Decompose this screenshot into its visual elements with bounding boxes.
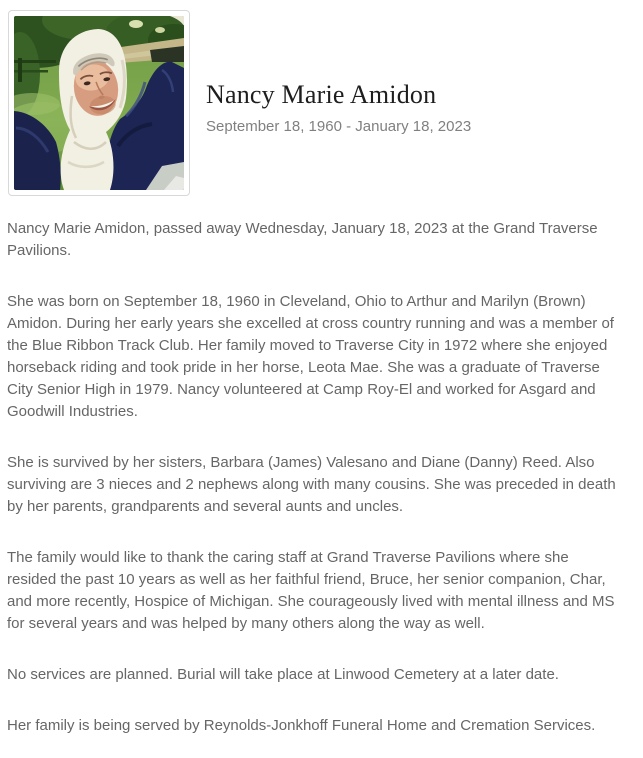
portrait-photo-illustration xyxy=(14,16,184,190)
life-dates: September 18, 1960 - January 18, 2023 xyxy=(206,118,472,135)
header-text xyxy=(206,79,471,137)
obituary-body xyxy=(0,218,643,757)
portrait-photo xyxy=(8,10,190,196)
obituary-paragraph-5: No services are planned. Burial will take place at Linwood Cemetery at a later date. xyxy=(7,666,559,683)
obituary-header xyxy=(0,0,643,196)
obituary-paragraph-3: She is survived by her sisters, Barbara (James) Valesano and Diane (Danny) Reed. Also surviving are 3 nieces and 2 nephews along with many cousins. She was preceded in death by her parents, grandparents and several aunts and uncles. xyxy=(7,454,616,515)
obituary-paragraph-4: The family would like to thank the caring staff at Grand Traverse Pavilions where she resided the past 10 years as well as her faithful friend, Bruce, her senior companion, Char, and more recently, Hospice of Michigan. She courageously lived with mental illness and MS for several years and was helped by many others along the way as well. xyxy=(7,549,615,632)
obituary-paragraph-6: Her family is being served by Reynolds-Jonkhoff Funeral Home and Cremation Services. xyxy=(7,717,596,734)
obituary-paragraph-2: She was born on September 18, 1960 in Cleveland, Ohio to Arthur and Marilyn (Brown) Amidon. During her early years she excelled at cross country running and was a member of the Blue Ribbon Track Club. Her family moved to Traverse City in 1972 where she enjoyed horseback riding and took pride in her horse, Leota Mae. She was a graduate of Traverse City Senior High in 1979. Nancy volunteered at Camp Roy-El and worked for Asgard and Goodwill Industries. xyxy=(7,293,614,420)
page-title: Nancy Marie Amidon xyxy=(206,80,437,109)
obituary-paragraph-1: Nancy Marie Amidon, passed away Wednesday, January 18, 2023 at the Grand Traverse Pavilions. xyxy=(7,220,598,259)
